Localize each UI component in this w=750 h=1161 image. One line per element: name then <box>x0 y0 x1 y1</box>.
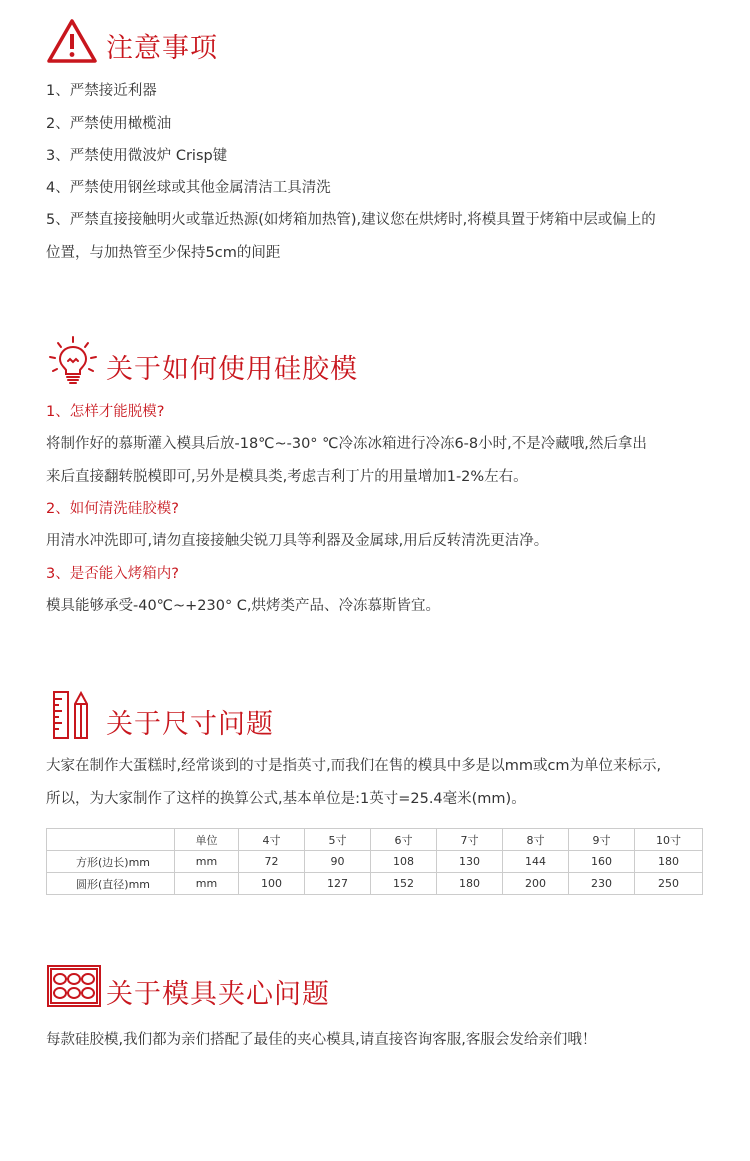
notice-item: 1、严禁接近利器 <box>46 83 157 99</box>
table-cell: 90 <box>305 851 371 873</box>
usage-question-3: 3、是否能入烤箱内? <box>46 566 179 582</box>
table-cell: 72 <box>239 851 305 873</box>
table-header-cell: 单位 <box>175 829 239 851</box>
table-cell: 127 <box>305 873 371 895</box>
usage-question-2: 2、如何清洗硅胶模? <box>46 501 179 517</box>
usage-answer-3: 模具能够承受-40℃~+230° C,烘烤类产品、冷冻慕斯皆宜。 <box>46 598 441 614</box>
table-row <box>47 851 703 873</box>
notice-item: 2、严禁使用橄榄油 <box>46 116 172 132</box>
table-cell: 180 <box>635 851 703 873</box>
table-cell: 152 <box>371 873 437 895</box>
table-header-cell: 9寸 <box>569 829 635 851</box>
table-cell: 100 <box>239 873 305 895</box>
table-cell: 160 <box>569 851 635 873</box>
table-header-cell: 6寸 <box>371 829 437 851</box>
table-cell: 108 <box>371 851 437 873</box>
table-header-cell: 4寸 <box>239 829 305 851</box>
usage-answer-1: 将制作好的慕斯灌入模具后放-18℃~-30° ℃冷冻冰箱进行冷冻6-8小时,不是冷藏哦,然后拿出 <box>46 436 647 452</box>
table-header-row <box>47 829 703 851</box>
usage-question-1: 1、怎样才能脱模? <box>46 404 165 420</box>
table-cell: mm <box>175 851 239 873</box>
notice-title: 注意事项 <box>106 33 218 64</box>
notice-item: 5、严禁直接接触明火或靠近热源(如烤箱加热管),建议您在烘烤时,将模具置于烤箱中层或偏上的 <box>46 212 656 228</box>
table-header-cell: 7寸 <box>437 829 503 851</box>
table-header-cell: 10寸 <box>635 829 703 851</box>
table-header-cell <box>47 829 175 851</box>
lightbulb-icon <box>46 335 100 389</box>
table-row <box>47 873 703 895</box>
mold-grid-icon <box>46 964 102 1008</box>
size-title: 关于尺寸问题 <box>106 709 274 740</box>
table-header-cell: 5寸 <box>305 829 371 851</box>
core-text: 每款硅胶模,我们都为亲们搭配了最佳的夹心模具,请直接咨询客服,客服会发给亲们哦！ <box>46 1032 597 1048</box>
notice-item: 位置，与加热管至少保持5cm的间距 <box>46 245 281 261</box>
table-cell: 180 <box>437 873 503 895</box>
usage-title: 关于如何使用硅胶模 <box>106 354 358 385</box>
table-header-cell: 8寸 <box>503 829 569 851</box>
ruler-pencil-icon <box>46 690 96 742</box>
size-table <box>46 828 703 895</box>
usage-answer-1: 来后直接翻转脱模即可,另外是模具类,考虑吉利丁片的用量增加1-2%左右。 <box>46 469 528 485</box>
table-cell: 230 <box>569 873 635 895</box>
table-cell: 130 <box>437 851 503 873</box>
table-cell: 250 <box>635 873 703 895</box>
notice-item: 4、严禁使用钢丝球或其他金属清洁工具清洗 <box>46 180 331 196</box>
table-row-label: 方形(边长)mm <box>47 851 175 873</box>
core-title: 关于模具夹心问题 <box>106 979 330 1010</box>
usage-answer-2: 用清水冲洗即可,请勿直接接触尖锐刀具等利器及金属球,用后反转清洗更洁净。 <box>46 533 549 549</box>
table-cell: 144 <box>503 851 569 873</box>
table-cell: mm <box>175 873 239 895</box>
table-cell: 200 <box>503 873 569 895</box>
table-row-label: 圆形(直径)mm <box>47 873 175 895</box>
size-intro: 所以，为大家制作了这样的换算公式,基本单位是:1英寸=25.4毫米(mm)。 <box>46 791 526 807</box>
warning-icon <box>46 18 98 64</box>
notice-item: 3、严禁使用微波炉 Crisp键 <box>46 148 228 164</box>
size-intro: 大家在制作大蛋糕时,经常谈到的寸是指英寸,而我们在售的模具中多是以mm或cm为单位来标示, <box>46 758 662 774</box>
